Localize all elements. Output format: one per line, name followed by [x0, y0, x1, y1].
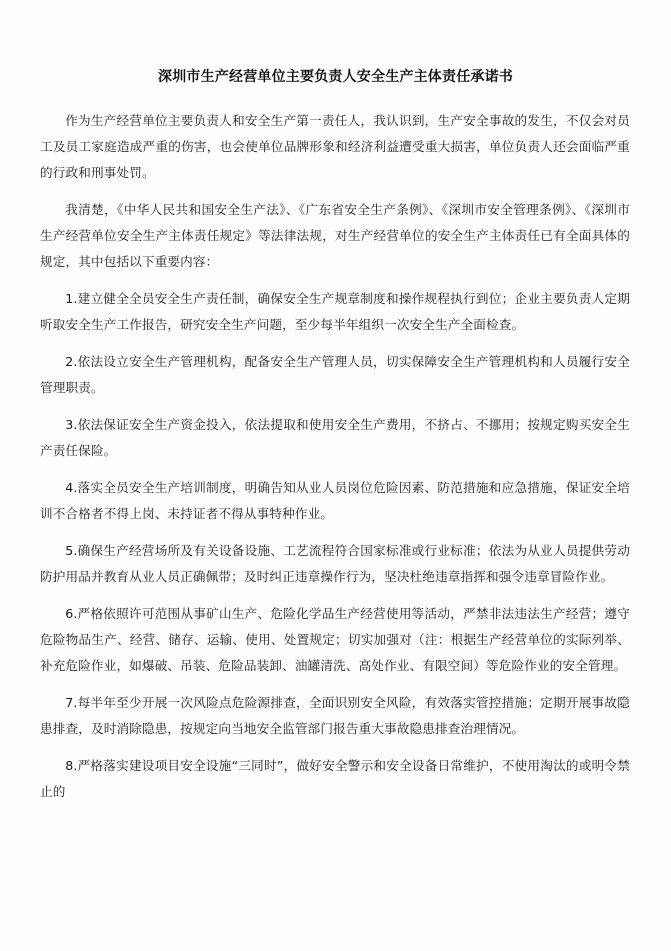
commitment-item-2: 2.依法设立安全生产管理机构，配备安全生产管理人员，切实保障安全生产管理机构和人员履行安全管理职责。	[40, 354, 630, 395]
commitment-item-4: 4.落实全员安全生产培训制度，明确告知从业人员岗位危险因素、防范措施和应急措施，保证安全培训不合格者不得上岗、未持证者不得从事特种作业。	[40, 480, 630, 521]
commitment-item-6: 6.严格依照许可范围从事矿山生产、危险化学品生产经营使用等活动，严禁非法违法生产经营；遵守危险物品生产、经营、储存、运输、使用、处置规定；切实加强对（注：根据生产经营单位的实际列举、补充危险作业，如爆破、吊装、危险品装卸、油罐清洗、高处作业、有限空间）等危险作业的安全管理。	[40, 606, 630, 673]
commitment-item-5: 5.确保生产经营场所及有关设备设施、工艺流程符合国家标准或行业标准；依法为从业人员提供劳动防护用品并教育从业人员正确佩带；及时纠正违章操作行为，坚决杜绝违章指挥和强令违章冒险作业。	[40, 543, 630, 584]
intro-paragraph-2: 我清楚，《中华人民共和国安全生产法》、《广东省安全生产条例》、《深圳市安全管理条例》、《深圳市生产经营单位安全生产主体责任规定》等法律法规，对生产经营单位的安全生产主体责任已有全面具体的规定，其中包括以下重要内容：	[40, 202, 630, 269]
document-title: 深圳市生产经营单位主要负责人安全生产主体责任承诺书	[158, 69, 513, 85]
commitment-item-1: 1.建立健全全员安全生产责任制，确保安全生产规章制度和操作规程执行到位；企业主要负责人定期听取安全生产工作报告，研究安全生产问题，至少每半年组织一次安全生产全面检查。	[40, 291, 630, 332]
commitment-item-8: 8.严格落实建设项目安全设施“三同时”，做好安全警示和安全设备日常维护，不使用淘汰的或明令禁止的	[40, 758, 630, 799]
intro-paragraph-1: 作为生产经营单位主要负责人和安全生产第一责任人，我认识到，生产安全事故的发生，不仅会对员工及员工家庭造成严重的伤害，也会使单位品牌形象和经济利益遭受重大损害，单位负责人还会面临严重的行政和刑事处罚。	[40, 113, 630, 180]
document-body	[40, 108, 630, 816]
commitment-item-3: 3.依法保证安全生产资金投入，依法提取和使用安全生产费用，不挤占、不挪用；按规定购买安全生产责任保险。	[40, 417, 630, 458]
commitment-item-7: 7.每半年至少开展一次风险点危险源排查，全面识别安全风险，有效落实管控措施；定期开展事故隐患排查，及时消除隐患，按规定向当地安全监管部门报告重大事故隐患排查治理情况。	[40, 695, 630, 736]
